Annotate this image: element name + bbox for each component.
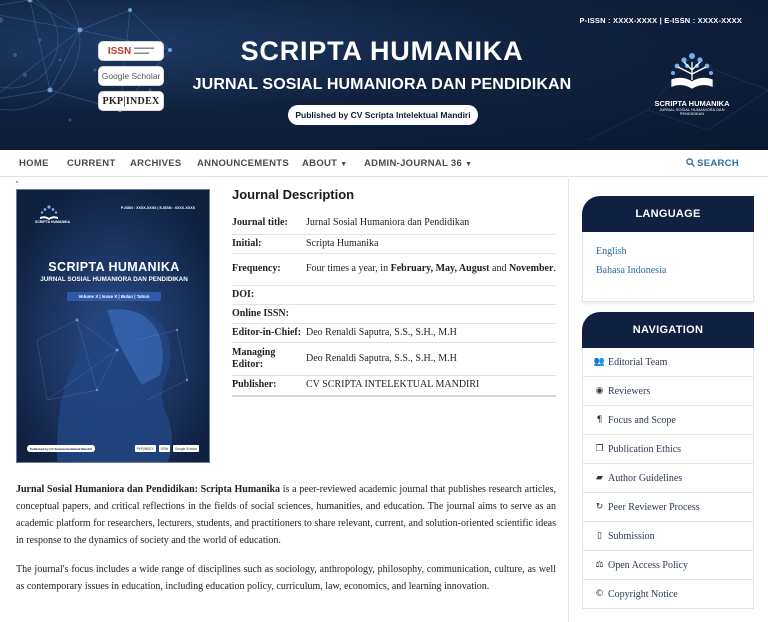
cover-logo-text: SCRIPTA HUMANIKA — [35, 220, 70, 224]
row-value: Deo Renaldi Saputra, S.S., S.H., M.H — [306, 323, 556, 342]
nav-about[interactable] — [302, 158, 348, 169]
search-link[interactable] — [686, 158, 739, 169]
logo-tagline: JURNAL SOSIAL HUMANIORA DAN PENDIDIKAN — [659, 108, 725, 116]
cover-volume: Volume X | Issue X | Bulan | Tahun — [67, 292, 161, 301]
table-row — [232, 304, 556, 323]
journal-banner-subtitle: JURNAL SOSIAL HUMANIORA DAN PENDIDIKAN — [192, 76, 572, 93]
search-label: SEARCH — [697, 158, 739, 169]
issn-badge-decoration: ▬▬▬▬ ▬▬▬ — [134, 45, 155, 56]
pkp-index-badge[interactable] — [98, 91, 164, 111]
language-list — [582, 232, 754, 302]
sidebar-item-label: Publication Ethics — [608, 443, 682, 455]
row-label: Initial: — [232, 234, 306, 253]
table-row — [232, 253, 556, 285]
language-block — [582, 196, 754, 302]
table-row — [232, 234, 556, 253]
refresh-icon: ↻ — [595, 502, 604, 512]
sidebar-item-label: Editorial Team — [608, 356, 668, 368]
nav-archives[interactable]: ARCHIVES — [130, 158, 182, 169]
journal-banner-title: SCRIPTA HUMANIKA — [240, 36, 524, 66]
row-label: Publisher: — [232, 375, 306, 396]
row-value-frequency — [306, 253, 556, 285]
cover-issn-logo: ISSN — [160, 446, 169, 451]
row-label: Editor-in-Chief: — [232, 323, 306, 342]
header-banner — [0, 0, 768, 150]
table-row — [232, 213, 556, 234]
journal-about-text: is a peer-reviewed academic journal that publishes research articles, conceptual papers, and critical reflections in the fields of social sciences, humanities, and education. The journal aims to serve as an academic platform for researchers, lecturers, students, and practitioners to share relevant, current, and solution-oriented scientific ideas in response to the dynamics of society and the world of education. — [16, 484, 556, 546]
sidebar-item-reviewers[interactable] — [583, 377, 753, 406]
journal-cover-image[interactable] — [16, 189, 210, 463]
copyright-icon: © — [595, 589, 604, 599]
eye-icon: ◉ — [595, 386, 604, 396]
sidebar-item-peer-reviewer-process[interactable] — [583, 493, 753, 522]
sidebar-item-editorial-team[interactable] — [583, 348, 753, 377]
journal-focus-paragraph: The journal's focus includes a wide range of disciplines such as sociology, anthropology, philosophy, communication, culture, as well as contemporary issues in education, including education policy, curriculum, law, economics, and learning innovation. — [16, 564, 556, 592]
paragraph-icon: ¶ — [596, 415, 603, 425]
language-block-title: LANGUAGE — [582, 196, 754, 232]
issn-index-badge[interactable] — [98, 41, 164, 61]
sidebar-item-copyright-notice[interactable] — [583, 580, 753, 609]
journal-info-table — [232, 213, 556, 397]
frequency-last-month: November — [508, 263, 554, 274]
nav-admin-journal[interactable] — [364, 158, 472, 169]
row-value: Scripta Humanika — [306, 234, 556, 253]
table-row — [232, 375, 556, 396]
book-tree-logo-icon — [666, 50, 718, 92]
table-row — [232, 342, 556, 375]
breadcrumb-marker — [16, 181, 18, 183]
book-icon: ▰ — [596, 473, 603, 483]
row-label: Frequency: — [232, 253, 306, 285]
frequency-suffix: . — [553, 263, 556, 274]
sidebar-item-submission[interactable] — [583, 522, 753, 551]
main-navigation — [0, 150, 768, 177]
frequency-and: and — [489, 263, 509, 274]
frequency-prefix: Four times a year, in — [306, 263, 391, 274]
row-label: DOI: — [232, 285, 306, 304]
google-scholar-badge-label: Google Scholar — [101, 71, 161, 81]
row-label: Managing Editor: — [232, 342, 306, 375]
row-value: Deo Renaldi Saputra, S.S., S.H., M.H — [306, 342, 556, 375]
balance-scale-icon: ⚖ — [595, 560, 604, 570]
row-label: Journal title: — [232, 213, 306, 234]
navigation-block — [582, 312, 754, 609]
nav-about-label: ABOUT — [302, 158, 338, 169]
copy-icon: ❐ — [595, 444, 604, 454]
pkp-index-badge-label: PKP|INDEX — [102, 95, 160, 107]
table-row — [232, 323, 556, 342]
cover-index-logos — [135, 445, 199, 452]
row-value: Jurnal Sosial Humaniora dan Pendidikan — [306, 213, 556, 234]
cover-issn: P-ISSN : XXXX-XXXX | E-ISSN : XXXX-XXXX — [120, 206, 195, 210]
sidebar-item-label: Copyright Notice — [608, 588, 678, 600]
language-option-english[interactable]: English — [596, 246, 627, 257]
sidebar-item-label: Author Guidelines — [608, 472, 683, 484]
sidebar-item-label: Peer Reviewer Process — [608, 501, 700, 513]
sidebar-divider — [568, 178, 569, 622]
chevron-down-icon: ▼ — [340, 161, 348, 168]
search-icon — [686, 158, 695, 167]
sidebar-item-label: Focus and Scope — [608, 414, 676, 426]
navigation-block-title: NAVIGATION — [582, 312, 754, 348]
sidebar-item-open-access-policy[interactable] — [583, 551, 753, 580]
journal-logo[interactable] — [648, 50, 736, 120]
nav-admin-journal-label: ADMIN-JOURNAL 36 — [364, 158, 463, 169]
row-label: Online ISSN: — [232, 304, 306, 323]
journal-description-heading: Journal Description — [232, 187, 355, 202]
logo-name: SCRIPTA HUMANIKA — [654, 99, 730, 108]
nav-announcements[interactable]: ANNOUNCEMENTS — [197, 158, 290, 169]
row-value — [306, 304, 556, 323]
table-row — [232, 285, 556, 304]
cover-scholar-logo: Google Scholar — [175, 446, 197, 451]
journal-full-name: Jurnal Sosial Humaniora dan Pendidikan: Scripta Humanika — [16, 484, 281, 495]
publisher-pill: Published by CV Scripta Intelektual Mandiri — [288, 105, 478, 125]
frequency-months: February, May, August — [390, 263, 490, 274]
language-option-indonesian[interactable]: Bahasa Indonesia — [596, 265, 667, 276]
cover-face-graphic — [17, 190, 210, 463]
sidebar-item-focus-scope[interactable] — [583, 406, 753, 435]
cover-publisher-pill: Published by CV Scripta Intelektual Mandiri — [27, 445, 95, 452]
issn-line: P-ISSN : XXXX-XXXX | E-ISSN : XXXX-XXXX — [579, 16, 742, 25]
users-icon: 👥 — [593, 357, 606, 367]
cover-footer — [27, 445, 199, 452]
sidebar-item-label: Open Access Policy — [608, 559, 688, 571]
sidebar-item-label: Reviewers — [608, 385, 651, 397]
row-value: CV SCRIPTA INTELEKTUAL MANDIRI — [306, 375, 556, 396]
cover-title: SCRIPTA HUMANIKA — [48, 260, 180, 274]
nav-home[interactable]: HOME — [19, 158, 49, 169]
cover-pkp-logo: PKP|INDEX — [136, 446, 154, 451]
issn-badge-label: ISSN — [107, 45, 132, 57]
chevron-down-icon: ▼ — [465, 161, 473, 168]
file-icon: ▯ — [597, 531, 602, 541]
journal-about-paragraph — [16, 481, 556, 549]
cover-subtitle: JURNAL SOSIAL HUMANIORA DAN PENDIDIKAN — [40, 276, 188, 283]
sidebar-item-label: Submission — [608, 530, 655, 542]
sidebar-item-publication-ethics[interactable] — [583, 435, 753, 464]
row-value — [306, 285, 556, 304]
nav-current[interactable]: CURRENT — [67, 158, 116, 169]
sidebar-item-author-guidelines[interactable] — [583, 464, 753, 493]
google-scholar-badge[interactable] — [98, 66, 164, 86]
navigation-list — [582, 348, 754, 609]
